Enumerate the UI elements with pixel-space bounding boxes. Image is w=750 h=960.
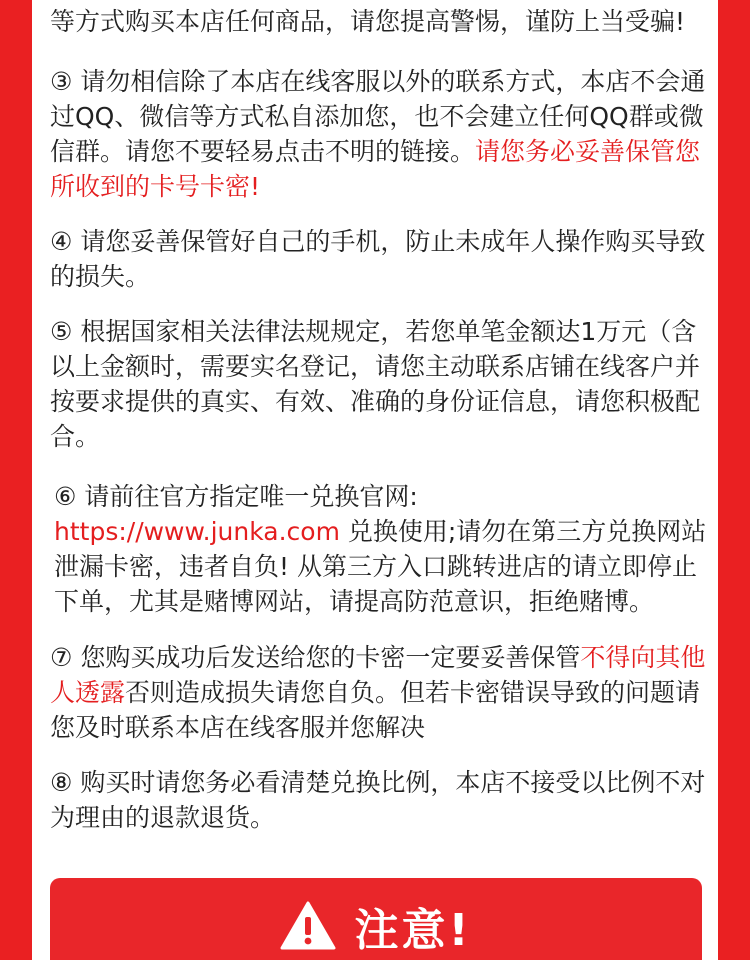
warning-banner [50,878,702,960]
notice-item-8-text: ⑧ 购买时请您务必看清楚兑换比例，本店不接受以比例不对为理由的退款退货。 [50,768,706,832]
notice-item-2-tail [50,4,710,39]
warning-triangle-icon [280,901,336,951]
notice-item-3-text: ③ 请勿相信除了本店在线客服以外的联系方式，本店不会通过QQ、微信等方式私自添加您，也不会建立任何QQ群或微信群。请您不要轻易点击不明的链接。 [50,67,706,166]
junka-link[interactable]: https://www.junka.com [54,517,340,546]
warning-label: 注意! [354,905,472,956]
notice-item-6 [54,479,714,619]
warning-banner-inner [50,898,702,954]
notice-item-7-text: ⑦ 您购买成功后发送给您的卡密一定要妥善保管 [50,643,581,672]
notice-item-4 [50,224,710,294]
notice-item-3 [50,64,710,204]
notice-item-7-tail: 否则造成损失请您自负。但若卡密错误导致的问题请您及时联系本店在线客服并您解决 [50,678,701,742]
notice-item-2-tail-text: 等方式购买本店任何商品，请您提高警惕，谨防上当受骗! [50,7,686,36]
notice-item-4-text: ④ 请您妥善保管好自己的手机，防止未成年人操作购买导致的损失。 [50,227,706,291]
notice-item-6-tail: 兑换使用;请勿在第三方兑换网站泄漏卡密，违者自负! 从第三方入口跳转进店的请立即停止下单，尤其是赌博网站，请提高防范意识，拒绝赌博。 [54,517,707,616]
notice-page [32,0,718,960]
notice-item-7 [50,640,710,745]
notice-item-5-text: ⑤ 根据国家相关法律法规规定，若您单笔金额达1万元（含以上金额时，需要实名登记，请您主动联系店铺在线客户并按要求提供的真实、有效、准确的身份证信息，请您积极配合。 [50,317,701,451]
notice-item-7-highlight: 不得向其他人透露 [50,643,706,707]
notice-item-5 [50,314,710,454]
notice-item-8 [50,765,710,835]
notice-item-6-lead: ⑥ 请前往官方指定唯一兑换官网: [54,482,418,511]
notice-item-3-highlight: 请您务必妥善保管您所收到的卡号卡密! [50,137,701,201]
